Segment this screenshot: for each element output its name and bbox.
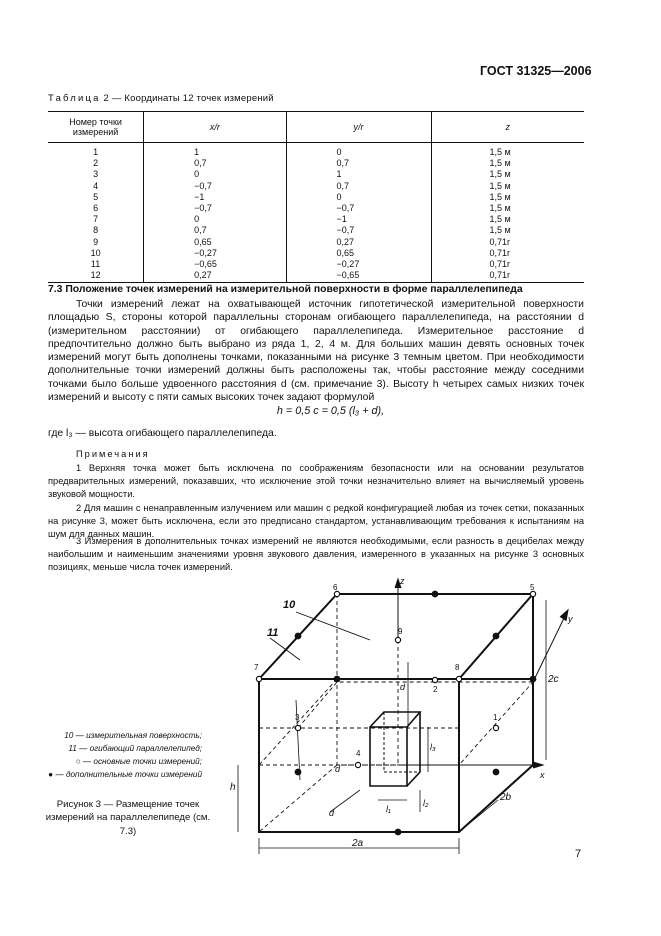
legend-item-open: ○ — основные точки измерений; bbox=[75, 757, 202, 766]
table-cell: 0 bbox=[286, 192, 431, 203]
table-cell: 1 bbox=[93, 147, 99, 157]
legend-item-10: 10 — измерительная поверхность; bbox=[64, 731, 202, 740]
legend-item-11: 11 — огибающий параллелепипед; bbox=[68, 744, 202, 753]
extra-point bbox=[295, 769, 301, 775]
table-cell: 12 bbox=[48, 270, 144, 283]
table-cell: 1,5 м bbox=[431, 192, 584, 203]
label-dim-l2: l₂ bbox=[423, 798, 429, 808]
table-cell: 1,5 м bbox=[431, 169, 584, 180]
extra-point bbox=[493, 769, 499, 775]
table-cell: −0,65 bbox=[144, 259, 286, 270]
table-cell: −0,7 bbox=[286, 225, 431, 236]
table-cell: 0,65 bbox=[144, 237, 286, 248]
label-point-9: 9 bbox=[398, 627, 403, 636]
table-cell: 4 bbox=[93, 180, 99, 191]
label-point-3: 3 bbox=[295, 713, 300, 722]
table-cell: 1,5 м bbox=[431, 203, 584, 214]
label-point-4: 4 bbox=[356, 749, 361, 758]
legend-item-filled: ● — дополнительные точки измерений bbox=[48, 770, 202, 779]
label-dim-2b: 2b bbox=[500, 792, 512, 803]
table-cell: 0,7 bbox=[144, 225, 286, 236]
note-2: 2 Для машин с ненаправленным излучением или машин с редкой конфигурацией любая из точек сетки, показанных на рисунке 3, может быть исключена, если это предписано стандартом, устанавливающим требования к испытаниям на шум для данных машин. bbox=[48, 503, 584, 540]
extra-point bbox=[334, 676, 340, 682]
table-cell: 1 bbox=[144, 143, 286, 159]
note-3: 3 Измерения в дополнительных точках измерений не являются необходимыми, если разность в децибелах между наибольшим и наименьшим значениями уровня звукового давления, измеренного в указанных на рисунке 3 основных позициях, меньше числа точек измерений. bbox=[48, 536, 584, 573]
table-cell: 0,27 bbox=[286, 237, 431, 248]
point-6-open bbox=[334, 591, 339, 596]
table-cell: 11 bbox=[90, 259, 101, 270]
label-axis-z: z bbox=[400, 576, 405, 586]
table-cell: 1 bbox=[286, 169, 431, 180]
section-title: Положение точек измерений на измерительной поверхности в форме параллелепипеда bbox=[65, 284, 523, 295]
label-point-8: 8 bbox=[455, 663, 460, 672]
table-cell: −1 bbox=[286, 214, 431, 225]
extra-point bbox=[295, 633, 301, 639]
enveloping-box bbox=[370, 712, 420, 786]
label-callout-11: 11 bbox=[267, 627, 279, 639]
table-cell: 0 bbox=[144, 214, 286, 225]
table-cell: 3 bbox=[93, 169, 99, 180]
table-cell: 0,7 bbox=[286, 158, 431, 169]
note-1: 1 Верхняя точка может быть исключена по соображениям безопасности или на основании результатов предварительных измерений, показавших, что исключение этой точки незначительно влияет на вычисляемый уровень звуковой мощности. bbox=[48, 463, 584, 500]
label-dim-d-horizontal: d bbox=[335, 764, 341, 774]
table-cell: −1 bbox=[144, 192, 286, 203]
table-cell: 0 bbox=[144, 169, 286, 180]
notes-title: Примечания bbox=[76, 449, 150, 459]
label-dim-l3: l₃ bbox=[430, 742, 436, 752]
table-cell: 0,71r bbox=[431, 248, 584, 259]
label-dim-d-side: d bbox=[329, 808, 335, 818]
table-cell: −0,7 bbox=[144, 181, 286, 192]
table-cell: −0,7 bbox=[144, 203, 286, 214]
label-point-6: 6 bbox=[333, 583, 338, 592]
height-formula: h = 0,5 c = 0,5 (l₃ + d), bbox=[276, 405, 385, 417]
table-cell: −0,27 bbox=[144, 248, 286, 259]
table-cell: 1,5 м bbox=[431, 214, 584, 225]
label-point-5: 5 bbox=[530, 583, 535, 592]
table-cell: 0 bbox=[286, 143, 431, 159]
formula-explanation: где l₃ — высота огибающего параллелепипеда. bbox=[48, 428, 277, 439]
table-cell: 0,27 bbox=[144, 270, 286, 283]
table-cell: 5 bbox=[93, 191, 99, 202]
table-cell: 2 bbox=[93, 158, 99, 169]
table-cell: 0,71r bbox=[431, 237, 584, 248]
label-dim-d-vertical: d bbox=[400, 682, 406, 692]
table-cell: 0,71r bbox=[431, 259, 584, 270]
section-number: 7.3 bbox=[48, 284, 63, 295]
label-dim-2a: 2a bbox=[352, 838, 364, 849]
extra-point bbox=[493, 633, 499, 639]
label-dim-h: h bbox=[230, 782, 236, 793]
table-cell: 9 bbox=[93, 236, 99, 247]
page-number: 7 bbox=[575, 848, 582, 860]
extra-point bbox=[395, 829, 401, 835]
section-paragraph: Точки измерений лежат на охватывающей источник гипотетической измерительной поверхности площадью S, стороны которой параллельны сторонам огибающего параллелепипеда, на расстоянии d (измерительном расстоянии) от огибающего параллелепипеда. Измерительное расстояние d предпочтительно должно быть выбрано из ряда 1, 2, 4 м. Для больших машин девять основных точек измерений могут быть дополнены точками, показанными на рисунке 3 темным цветом. При необходимости дополнительные точки измерений должны быть расположены так, чтобы расстояние между соседними точками было больше удвоенного расстояния d (см. примечание 3). Высоту h четырех самых низких точек измерений и высоту c пяти самых высоких точек задают формулой bbox=[48, 299, 584, 404]
label-axis-x: x bbox=[540, 770, 545, 780]
table-cell: 7 bbox=[93, 214, 99, 225]
table-cell: −0,65 bbox=[286, 270, 431, 283]
col-header-point: Номер точки измерений bbox=[48, 112, 144, 143]
figure-caption: Рисунок 3 — Размещение точек измерений на параллелепипеде (см. 7.3) bbox=[45, 799, 211, 837]
point-9-open bbox=[395, 637, 400, 642]
point-3-open bbox=[295, 725, 300, 730]
point-5-open bbox=[530, 591, 535, 596]
table-cell: 0,71r bbox=[431, 270, 584, 283]
table-cell: 0,7 bbox=[144, 158, 286, 169]
callout-leaders bbox=[270, 612, 370, 660]
table-cell: 0,65 bbox=[286, 248, 431, 259]
measurement-surface bbox=[259, 594, 533, 832]
label-axis-y: y bbox=[568, 614, 573, 624]
point-8-open bbox=[456, 676, 461, 681]
table-cell: 8 bbox=[93, 225, 99, 236]
table-cell: 10 bbox=[90, 247, 101, 258]
standard-header: ГОСТ 31325—2006 bbox=[480, 64, 592, 78]
table-cell: 1,5 м bbox=[431, 158, 584, 169]
label-point-7: 7 bbox=[254, 663, 259, 672]
table-caption-prefix: Таблица bbox=[48, 93, 101, 104]
hidden-edges bbox=[259, 594, 533, 832]
table-cell: 0,7 bbox=[286, 181, 431, 192]
extra-point bbox=[432, 591, 438, 597]
table-cell: 1,5 м bbox=[431, 225, 584, 236]
col-header-x: x/r bbox=[144, 112, 286, 143]
col-header-y: y/r bbox=[286, 112, 431, 143]
extra-point bbox=[530, 676, 536, 682]
table-cell: −0,7 bbox=[286, 203, 431, 214]
table-caption-text: 2 — Координаты 12 точек измерений bbox=[103, 93, 274, 104]
point-4-open bbox=[355, 762, 360, 767]
point-1-open bbox=[493, 725, 498, 730]
label-callout-10: 10 bbox=[283, 599, 296, 611]
table-cell: 1,5 м bbox=[431, 143, 584, 159]
table-cell: 6 bbox=[93, 203, 99, 214]
label-dim-l1: l₁ bbox=[386, 804, 391, 814]
label-point-1: 1 bbox=[493, 713, 498, 722]
table-cell: −0,27 bbox=[286, 259, 431, 270]
point-2-open bbox=[432, 677, 437, 682]
label-dim-2c: 2c bbox=[548, 674, 559, 685]
point-7-open bbox=[256, 676, 261, 681]
table-cell: 1,5 м bbox=[431, 181, 584, 192]
col-header-z: z bbox=[431, 112, 584, 143]
label-point-2: 2 bbox=[433, 685, 438, 694]
